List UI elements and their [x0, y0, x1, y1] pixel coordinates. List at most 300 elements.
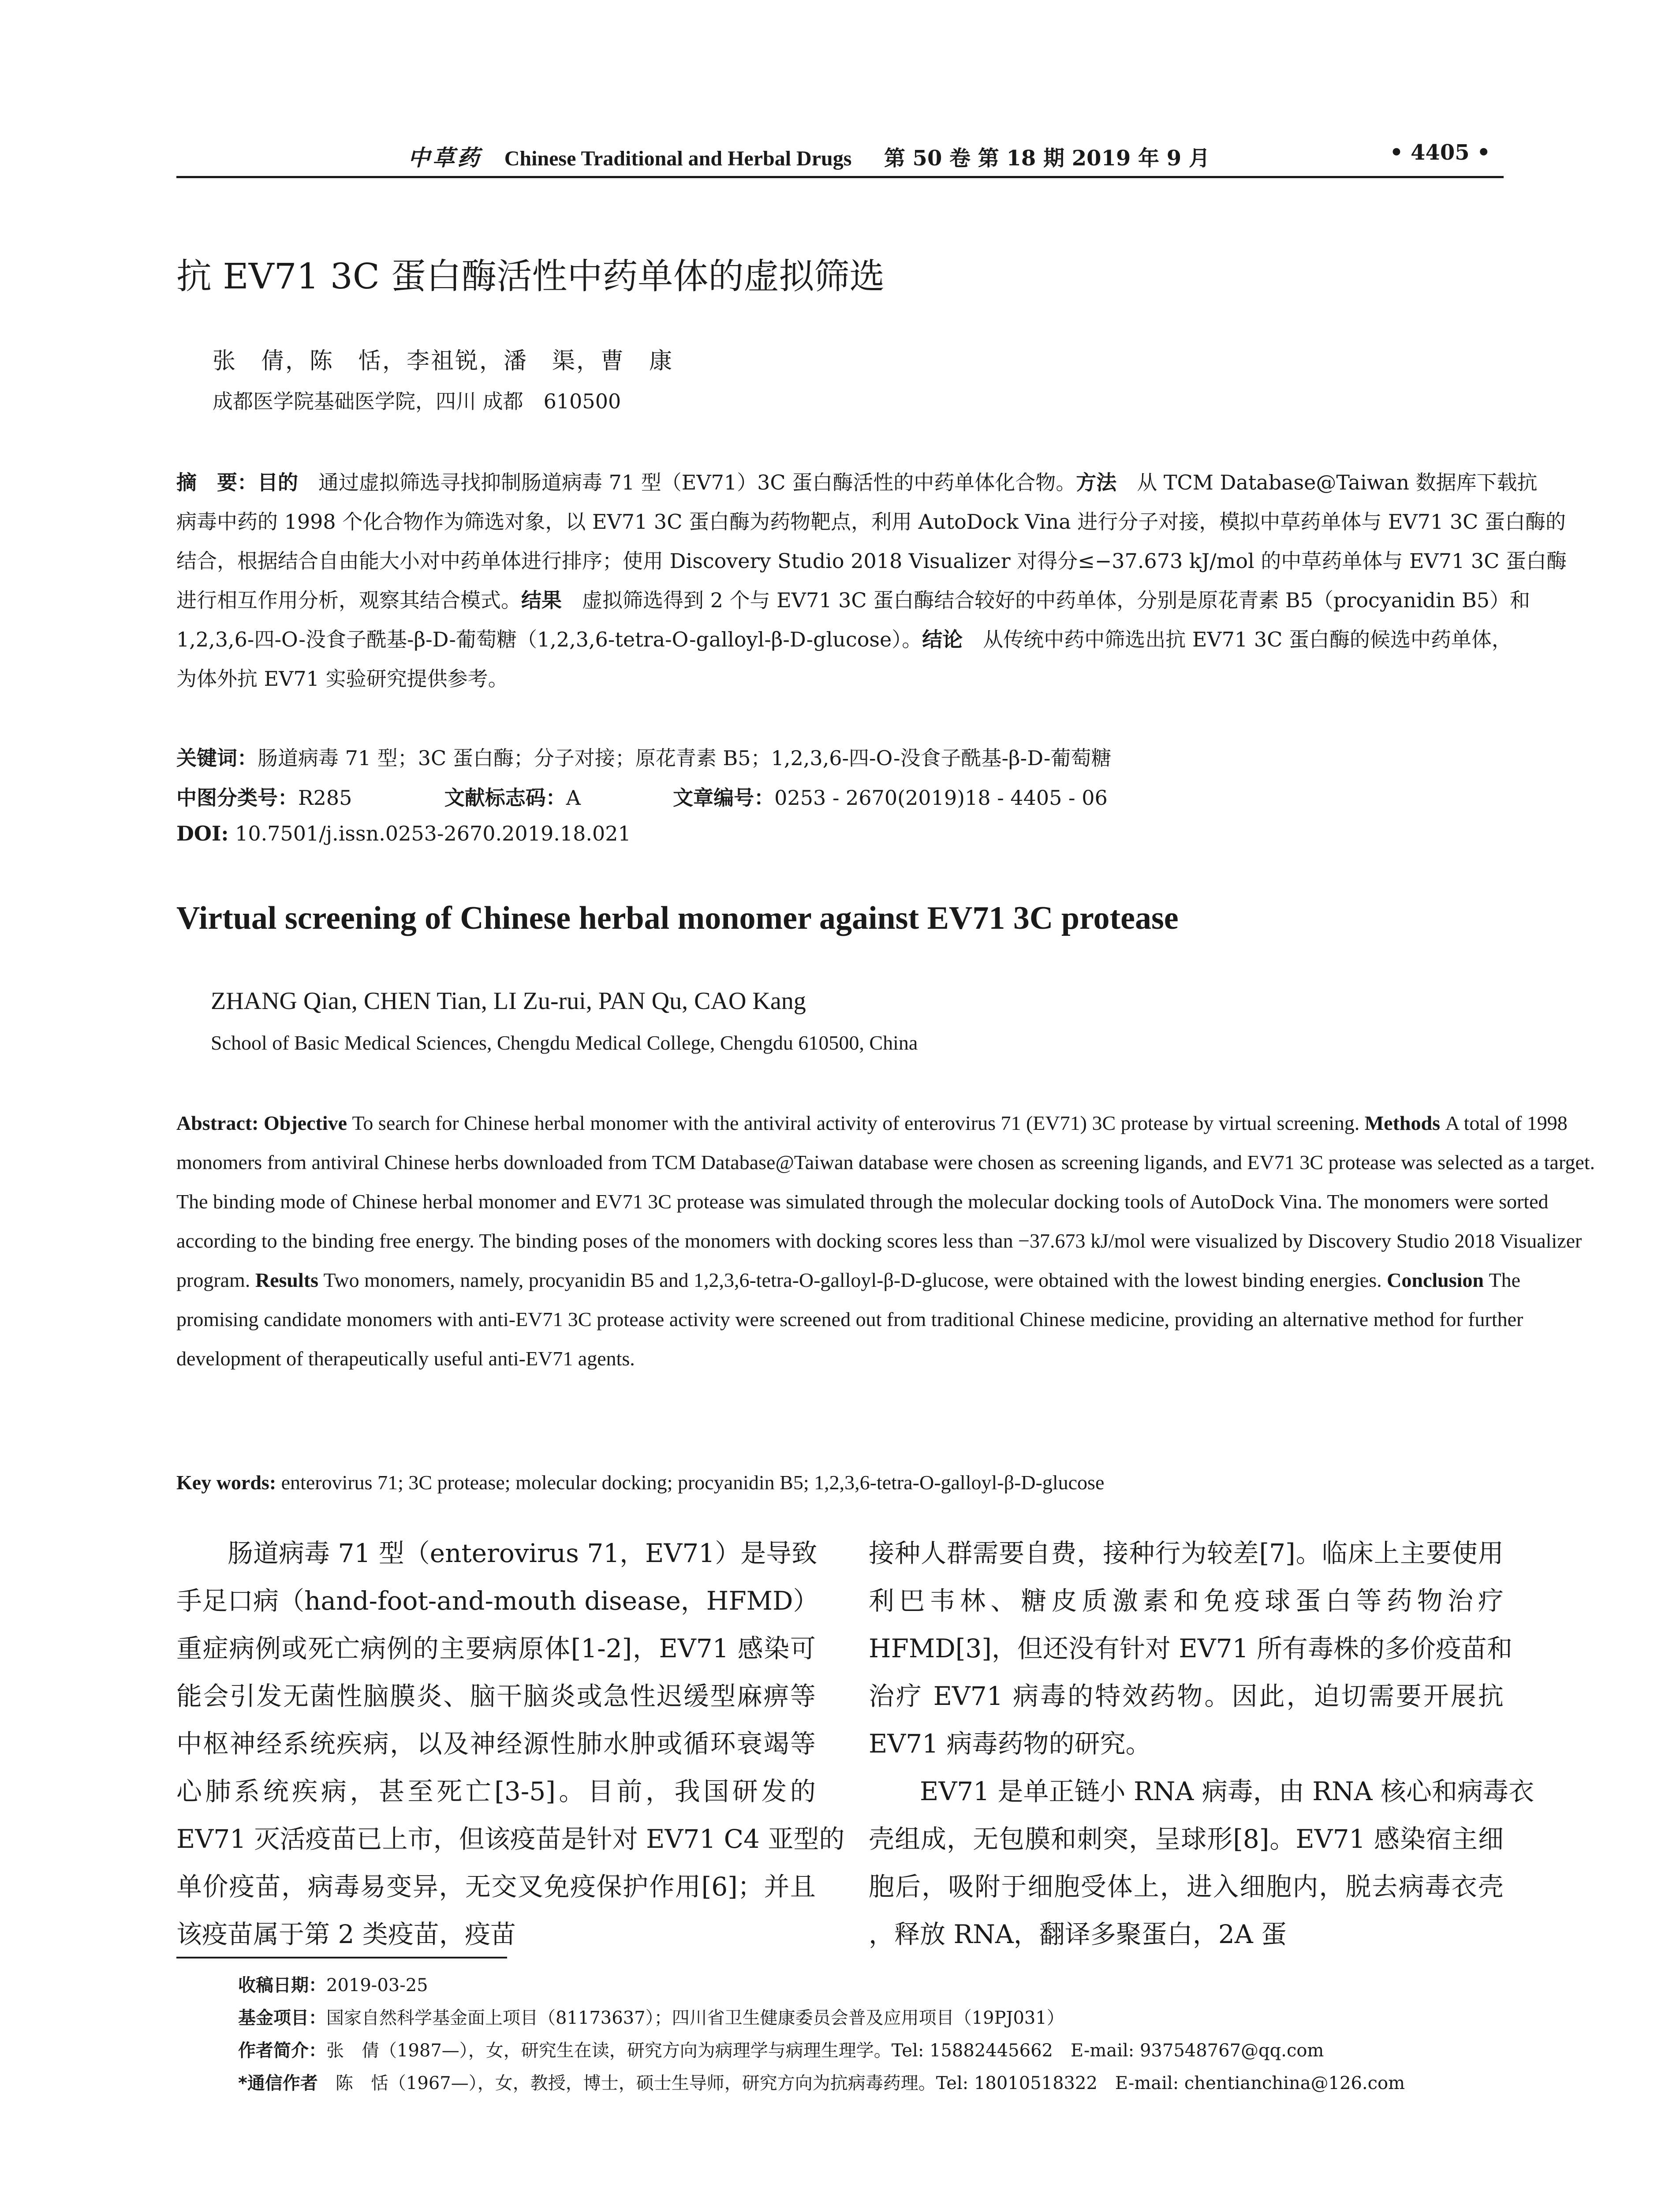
methods-cn-text: 其 [399, 588, 420, 612]
conclusion-cn-label [963, 628, 983, 651]
body-right-p2-text: ， [1160, 1872, 1187, 1902]
methods-en-text: from [608, 1151, 652, 1174]
body-left-text: 作 [649, 1872, 676, 1902]
methods-cn-text: 的 [258, 510, 278, 534]
methods-cn-text: 草 [1280, 510, 1301, 534]
objective-cn-text: 。 [1056, 471, 1076, 494]
body-right-p2-text: 无 [973, 1824, 999, 1854]
methods-cn-text [278, 510, 284, 534]
methods-cn-text: 单 [1342, 549, 1363, 573]
body-right-p1-text: 为 [1181, 1538, 1207, 1568]
methods-cn-text: 毒 [197, 510, 217, 534]
abstract-cn-label: 要 [217, 471, 237, 494]
results-cn-text: 青 [1238, 588, 1259, 612]
objective-cn-label: 的 [278, 471, 298, 494]
methods-en-text: of [1169, 1190, 1190, 1213]
results-cn-text: 合 [954, 588, 975, 612]
methods-cn-text: 据 [1436, 471, 1456, 494]
body-left-text: 例 [255, 1633, 282, 1663]
body-left-text: 研 [732, 1776, 762, 1806]
methods-en-text: downloaded [504, 1151, 608, 1174]
body-left-text: 枢 [203, 1729, 230, 1759]
objective-cn-text: 体 [974, 471, 995, 494]
conclusion-cn-label: 论 [942, 628, 963, 651]
body-left-text: 活 [280, 1824, 306, 1854]
body-left-text [638, 1824, 646, 1854]
body-left-text: 是 [561, 1824, 587, 1854]
methods-cn-text: 作 [258, 588, 278, 612]
objective-en-text: the [714, 1112, 744, 1134]
body-left-text: ） [715, 1538, 741, 1568]
body-right-p2-text [945, 1919, 953, 1949]
body-left-text: ； [737, 1872, 763, 1902]
methods-cn-text: 析 [318, 588, 339, 612]
body-right-p2-text: 于 [1001, 1872, 1028, 1902]
body-right-p2-text [1304, 1776, 1312, 1806]
body-line [869, 1532, 1504, 1570]
body-left-text: enterovirus [429, 1538, 587, 1568]
body-left-text: 水 [603, 1729, 630, 1759]
methods-en-text: database [859, 1151, 933, 1174]
methods-cn-text: kJ/mol [1189, 549, 1261, 573]
methods-en-text: Chinese [384, 1151, 455, 1174]
body-right-p2-text: 胞 [869, 1872, 896, 1902]
results-cn-text: 到 [683, 588, 704, 612]
keywords-cn-label: 关键词： [176, 746, 258, 770]
body-right-p2-text: 和 [1051, 1824, 1077, 1854]
methods-cn-text: Visualizer [908, 549, 1017, 573]
body-right-p1-text: 对 [1145, 1633, 1171, 1663]
objective-en-text: activity [816, 1112, 883, 1134]
body-left-text: 统 [310, 1729, 337, 1759]
objective-en-text: for [435, 1112, 464, 1134]
body-right-p1-text: 物 [1417, 1586, 1448, 1616]
methods-en-text: energy. [415, 1230, 479, 1252]
objective-en-text: Chinese [464, 1112, 534, 1134]
body-left-text: 苗 [490, 1919, 516, 1949]
methods-en-text: 3C [648, 1190, 677, 1213]
methods-cn-text: 对 [420, 549, 440, 573]
body-right-p1-text: 林 [960, 1586, 991, 1616]
methods-cn-text: 由 [339, 549, 359, 573]
methods-en-text: and [1213, 1151, 1247, 1174]
body-left-text: 亡 [334, 1633, 361, 1663]
body-right-p2-text: 去 [1372, 1872, 1399, 1902]
body-left-text: hand-foot-and-mouth [304, 1586, 585, 1616]
body-right-p1-text: 物 [1023, 1729, 1049, 1759]
conclusion-cn-text: 验 [346, 667, 366, 691]
methods-cn-label [1116, 471, 1137, 494]
body-left-text: 及 [443, 1729, 470, 1759]
body-left-text: 苗 [535, 1824, 561, 1854]
methods-cn-text: 进 [176, 588, 197, 612]
results-cn-text: -β-D- [407, 628, 456, 651]
body-left-text: 类 [362, 1919, 388, 1949]
body-left-text: 竭 [763, 1729, 790, 1759]
footnote-author [238, 2037, 1324, 2062]
methods-cn-text: 中 [440, 549, 460, 573]
methods-en-text: with [775, 1230, 817, 1252]
methods-cn-text: 3C [653, 510, 689, 534]
methods-en-text: a [1530, 1151, 1544, 1174]
body-left-text: 症 [202, 1633, 229, 1663]
body-left-text: 市 [407, 1824, 433, 1854]
methods-cn-text: 药 [460, 549, 481, 573]
conclusion-cn-text: 传 [1003, 628, 1024, 651]
results-en-text: energies. [1309, 1269, 1387, 1291]
body-right-p1-text: 究 [1100, 1729, 1126, 1759]
methods-cn-text: ； [602, 549, 623, 573]
body-left-text: ， [439, 1919, 465, 1949]
body-left-text: 手 [176, 1586, 202, 1616]
body-left-text: 病 [279, 1538, 305, 1568]
conclusion-en-text: activity [669, 1308, 735, 1330]
methods-cn-text: 下 [1476, 471, 1497, 494]
body-right-p2-text: 链 [1074, 1776, 1100, 1806]
body-right-p1-text [923, 1681, 933, 1711]
body-right-p2-text: 成 [921, 1824, 947, 1854]
abstract-cn-line [176, 506, 1566, 535]
conclusion-cn-text: 候 [1370, 628, 1390, 651]
body-left-text: 炎 [416, 1681, 444, 1711]
clc-label: 中图分类号： [176, 786, 298, 810]
results-cn-text: 与 [750, 588, 770, 612]
results-en-text: lowest [1184, 1269, 1243, 1291]
methods-en-text: screening [1061, 1151, 1144, 1174]
body-left-text: 统 [263, 1776, 292, 1806]
body-right-p2-text: 吸 [948, 1872, 975, 1902]
results-cn-text: -O- [274, 628, 306, 651]
body-left-text: 亚 [768, 1824, 794, 1854]
objective-cn-text: 活 [853, 471, 874, 494]
methods-cn-text: TCM [1163, 471, 1220, 494]
objective-cn-text: 通 [318, 471, 339, 494]
methods-cn-text: 。 [501, 588, 521, 612]
conclusion-en-text: therapeutically [308, 1347, 434, 1370]
body-left-text: ， [281, 1872, 308, 1902]
methods-cn-text [586, 510, 592, 534]
methods-cn-text: ， [1199, 510, 1220, 534]
objective-cn-text: 性 [873, 471, 894, 494]
body-right-p2-text: 内 [1292, 1872, 1319, 1902]
methods-cn-text: 为 [444, 510, 464, 534]
methods-cn-text: 据 [258, 549, 278, 573]
methods-cn-text: 使 [623, 549, 643, 573]
body-right-p1-text: 白 [1325, 1586, 1356, 1616]
results-cn-text: 得 [663, 588, 683, 612]
body-line [869, 1580, 1504, 1617]
body-right-p2-text: 衣 [1508, 1776, 1534, 1806]
methods-cn-text: 合 [298, 549, 318, 573]
objective-cn-text: 寻 [440, 471, 460, 494]
fund-text: 国家自然科学基金面上项目（81173637）；四川省卫生健康委员会普及应用项目（19PJ031） [326, 2008, 1064, 2028]
body-left-text: 引 [230, 1681, 257, 1711]
body-right-p2-text: 2A [1218, 1919, 1262, 1949]
body-left-text: 异 [412, 1872, 439, 1902]
methods-cn-text: 白 [1505, 510, 1525, 534]
methods-cn-text: Database@Taiwan [1220, 471, 1416, 494]
body-right-p2-text: ， [1192, 1919, 1218, 1949]
methods-en-text: monomers [684, 1230, 776, 1252]
body-left-text: （ [279, 1586, 305, 1616]
body-right-p1-text: ， [1077, 1538, 1103, 1568]
keywords-en-label: Key words: [176, 1471, 276, 1494]
body-left-text: 感 [737, 1633, 764, 1663]
body-left-text: 痹 [763, 1681, 790, 1711]
body-left-text: 疫 [570, 1872, 597, 1902]
results-cn-text: 结 [934, 588, 955, 612]
methods-en-text: binding [312, 1230, 379, 1252]
body-right-p2-text: 后 [895, 1872, 922, 1902]
conclusion-cn-text: 。 [488, 667, 508, 691]
body-right-p1-text: 巴 [899, 1586, 930, 1616]
body-right-p1-text: 要 [999, 1538, 1025, 1568]
methods-cn-text: 2018 [851, 549, 909, 573]
body-left-text: 并 [763, 1872, 790, 1902]
body-right-p2-text: 脱 [1345, 1872, 1372, 1902]
results-en-text: monomers, [364, 1269, 460, 1291]
methods-en-text: EV71 [595, 1190, 648, 1213]
results-cn-text: 1,2,3,6-tetra-O-galloyl-β-D-glucose [537, 628, 892, 651]
body-right-p1-text: 疗 [1478, 1586, 1504, 1616]
body-left-text: 型 [710, 1681, 737, 1711]
objective-cn-text: 拟 [379, 471, 399, 494]
results-cn-label: 果 [541, 588, 562, 612]
conclusion-cn-text: 提 [407, 667, 427, 691]
body-right-p1-text: 治 [1447, 1586, 1478, 1616]
results-cn-text: 2 [710, 588, 730, 612]
results-cn-text: 酰 [366, 628, 387, 651]
affiliation-en: School of Basic Medical Sciences, Chengdu Medical College, Chengdu 610500, China [211, 1031, 918, 1054]
body-left-text: disease [584, 1586, 681, 1616]
body-right-p1-text: 迫 [1314, 1681, 1341, 1711]
methods-cn-text: 排 [562, 549, 582, 573]
methods-cn-text: 行 [541, 549, 562, 573]
objective-en-text: virtual [1218, 1112, 1277, 1134]
body-left-text: 疫 [510, 1824, 536, 1854]
methods-en-text: 3C [1299, 1151, 1329, 1174]
body-left-text: （ [404, 1538, 430, 1568]
body-left-text: 但 [459, 1824, 485, 1854]
objective-cn-label [298, 471, 318, 494]
methods-en-text: and [561, 1190, 596, 1213]
keywords-cn [176, 742, 1504, 771]
abstract-en-label: Abstract: [176, 1112, 264, 1134]
methods-cn-text: 能 [359, 549, 379, 573]
body-right-p2-text: 呈 [1155, 1824, 1181, 1854]
body-right-p1-text: 开 [1423, 1681, 1451, 1711]
body-left-text: 是 [740, 1538, 766, 1568]
objective-en-text: with [672, 1112, 714, 1134]
body-right-p2-text: 进 [1186, 1872, 1213, 1902]
objective-en-text: of [882, 1112, 905, 1134]
keywords-en-text: enterovirus 71; 3C protease; molecular docking; procyanidin B5; 1,2,3,6-tetra-O-galloyl-β-D-glucose [281, 1471, 1105, 1494]
body-left-text: 系 [283, 1729, 310, 1759]
methods-cn-text: ≤−37.673 [1078, 549, 1189, 573]
body-right-p2-text: 单 [1023, 1776, 1049, 1806]
body-right-p1-text: 较 [1207, 1538, 1233, 1568]
body-right-p1-text: 球 [1265, 1586, 1295, 1616]
conclusion-en-text: Chinese [1019, 1308, 1090, 1330]
body-right-p2-text: 胞 [1054, 1872, 1081, 1902]
conclusion-cn-text: 统 [1023, 628, 1044, 651]
methods-en-text: were [1454, 1190, 1499, 1213]
methods-cn-text: 用 [892, 510, 912, 534]
body-right-p2-text: 蛋 [1141, 1919, 1167, 1949]
affiliation-cn: 成都医学院基础医学院，四川 成都 610500 [213, 389, 621, 413]
results-cn-text: 虚 [582, 588, 602, 612]
results-cn-text: （ [516, 628, 537, 651]
results-cn-text: EV71 [777, 588, 839, 612]
abstract-en-line [176, 1111, 1568, 1135]
body-left-text: 或 [576, 1681, 604, 1711]
body-left-text: 能 [176, 1681, 203, 1711]
body-left-text: 灭 [254, 1824, 280, 1854]
body-left-text: 心 [176, 1776, 205, 1806]
conclusion-en-text: for [1439, 1308, 1468, 1330]
results-cn-text: 选 [643, 588, 663, 612]
body-left-text: 循 [683, 1729, 710, 1759]
body-right-p1-text: 疫 [1436, 1633, 1462, 1663]
body-left-text: 系 [234, 1776, 263, 1806]
body-left-text: 苗 [255, 1872, 282, 1902]
conclusion-cn-text: 参 [447, 667, 468, 691]
body-left-text: 经 [256, 1729, 284, 1759]
body-left-text: 等 [790, 1729, 816, 1759]
results-cn-text: 没 [305, 628, 326, 651]
body-left-text: 例 [387, 1633, 413, 1663]
methods-cn-text: 蛋 [1506, 549, 1527, 573]
methods-cn-text: 单 [1321, 510, 1341, 534]
body-right-p1-text: 激 [1112, 1586, 1143, 1616]
conclusion-en-text: further [1468, 1308, 1523, 1330]
methods-en-text: antiviral [311, 1151, 385, 1174]
body-left-text: 重 [176, 1633, 203, 1663]
methods-en-text: of [1505, 1112, 1527, 1134]
received-label: 收稿日期： [238, 1975, 326, 1996]
conclusion-en-text: protease [597, 1308, 669, 1330]
results-cn-text: 子 [346, 628, 366, 651]
methods-cn-text: 体 [1362, 549, 1383, 573]
body-line [176, 1771, 816, 1808]
results-cn-text: 筛 [623, 588, 643, 612]
methods-en-text: The [479, 1230, 516, 1252]
author-bio-label: 作者简介： [238, 2041, 326, 2061]
body-right-p1-text: 毒 [972, 1729, 998, 1759]
methods-en-text: mode [280, 1190, 330, 1213]
body-right-p2-text: 包 [999, 1824, 1025, 1854]
body-right-p2-text: 主 [1452, 1824, 1478, 1854]
conclusion-cn-text: 筛 [1105, 628, 1125, 651]
methods-cn-text: 接 [1179, 510, 1199, 534]
body-right-p2-text: 毒 [1227, 1776, 1253, 1806]
body-right-p1-text: 还 [1042, 1633, 1068, 1663]
methods-cn-text: 个 [342, 510, 363, 534]
body-right-p1-text: 特 [1095, 1681, 1123, 1711]
results-en-text: procyanidin [528, 1269, 631, 1291]
body-right-p1-text: 有 [1094, 1633, 1120, 1663]
methods-en-text: total [1463, 1112, 1505, 1134]
body-right-p2-text: RNA [953, 1919, 1014, 1949]
methods-en-text: monomer [478, 1190, 561, 1213]
methods-en-text: docking [816, 1230, 887, 1252]
results-cn-label: 结 [521, 588, 541, 612]
body-left-text: 病 [363, 1729, 390, 1759]
body-right-p2-text: 上 [1133, 1872, 1160, 1902]
body-line [869, 1913, 1504, 1951]
body-right-p1-text: 和 [1487, 1633, 1513, 1663]
results-en-text: with [1113, 1269, 1155, 1291]
conclusion-en-text: screened [780, 1308, 856, 1330]
body-left-text: 或 [657, 1729, 683, 1759]
conclusion-en-text: from [886, 1308, 931, 1330]
results-cn-label [562, 588, 582, 612]
methods-cn-text: 载 [1497, 471, 1517, 494]
body-left-text: 至 [407, 1776, 437, 1806]
methods-cn-text: Discovery [669, 549, 778, 573]
body-left-text: 足 [202, 1586, 228, 1616]
conclusion-en-text: of [286, 1347, 308, 1370]
body-left-text: EV71 [176, 1824, 254, 1854]
article-number-value: 0253 - 2670(2019)18 - 4405 - 06 [774, 786, 1108, 810]
abstract-cn-line [176, 467, 1538, 496]
body-left-text: ） [793, 1586, 819, 1616]
conclusion-en-text: anti-EV71 [478, 1308, 568, 1330]
body-left-text: [3-5] [494, 1776, 556, 1806]
methods-en-text: as [1039, 1151, 1061, 1174]
body-right-p2-text: EV71 [1295, 1824, 1374, 1854]
results-cn-text: 较 [974, 588, 995, 612]
methods-en-text: −37.673 [1018, 1230, 1091, 1252]
methods-en-text: 1998 [1527, 1112, 1568, 1134]
methods-cn-text: 酶 [1546, 549, 1567, 573]
body-left-text: 肿 [630, 1729, 657, 1759]
body-right-p1-text: 此 [1259, 1681, 1287, 1711]
body-left-text: 病 [492, 1633, 519, 1663]
body-left-text: 染 [764, 1633, 790, 1663]
objective-cn-text: 71 [609, 471, 641, 494]
body-left-text: 苗 [413, 1919, 439, 1949]
conclusion-cn-text: 中 [1410, 628, 1431, 651]
methods-en-text: herbal [422, 1190, 478, 1213]
methods-cn-text: 抗 [1517, 471, 1538, 494]
methods-cn-text: 单 [481, 549, 501, 573]
objective-cn-text: 筛 [399, 471, 420, 494]
body-left-text: 或 [281, 1633, 308, 1663]
results-cn-text: 个 [729, 588, 750, 612]
body-right-p1-text: ， [1286, 1681, 1314, 1711]
body-line [869, 1818, 1504, 1855]
objective-cn-text: 肠 [521, 471, 541, 494]
methods-cn-text: 合 [440, 588, 460, 612]
methods-cn-text: 的 [1261, 549, 1281, 573]
conclusion-cn-text: 考 [467, 667, 488, 691]
body-left-text: 疫 [229, 1872, 255, 1902]
objective-cn-text: 抑 [481, 471, 501, 494]
methods-en-text: of [330, 1190, 352, 1213]
body-left-text: 第 [304, 1919, 330, 1949]
body-left-text: 目 [587, 1776, 617, 1806]
methods-cn-text: EV71 [1388, 510, 1450, 534]
body-right-p2-text: ， [947, 1824, 973, 1854]
body-right-p2-text: RNA [1312, 1776, 1381, 1806]
body-left-text: 神 [230, 1729, 257, 1759]
body-right-p1-text: 韦 [930, 1586, 960, 1616]
abstract-cn-line [176, 584, 1531, 613]
results-cn-text: procyanidin [1333, 588, 1462, 612]
body-left-text: C4 [724, 1824, 768, 1854]
methods-cn-text: 蛋 [689, 510, 709, 534]
